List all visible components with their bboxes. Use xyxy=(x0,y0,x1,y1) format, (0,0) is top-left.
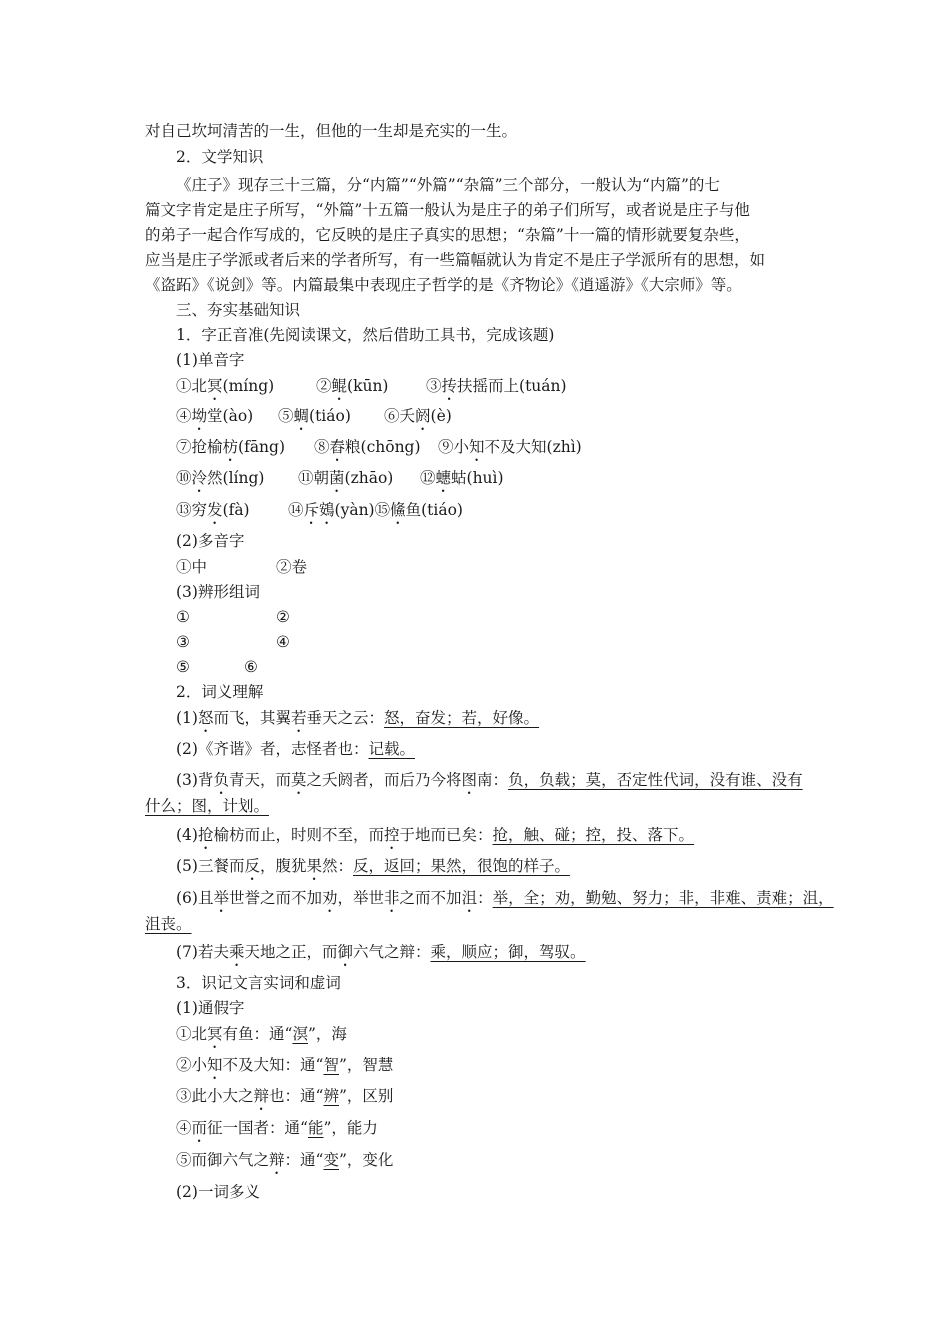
pron-item: ⑬穷发(fà) xyxy=(176,501,250,519)
answer: 智 xyxy=(323,1056,339,1074)
tongjia-item-1: ①北冥有鱼：通“溟”，海 xyxy=(176,1025,347,1043)
answer: 抢，触、碰；控，投、落下。 xyxy=(492,826,695,844)
pron-item: ⑩泠然(líng) xyxy=(176,469,265,487)
lit-line-5: 《盗跖》《说剑》等。内篇最集中表现庄子哲学的是《齐物论》《逍遥游》《大宗师》等。 xyxy=(145,276,742,294)
pron-row-2 xyxy=(176,406,452,434)
shape-item: ① xyxy=(176,608,190,626)
multi-sound-row xyxy=(176,557,307,577)
pron-item: ④坳堂(ào) xyxy=(176,407,254,425)
multi-sound-label: (2)多音字 xyxy=(176,532,245,550)
multi-item: ②卷 xyxy=(276,558,308,576)
pron-item: 鯈鱼(tiáo) xyxy=(390,501,463,519)
pron-row-4 xyxy=(176,468,504,496)
answer: 辨 xyxy=(323,1087,339,1105)
tongjia-label: (1)通假字 xyxy=(176,999,245,1017)
answer: 什么；图，计划。 xyxy=(145,797,270,815)
words-heading: 3．识记文言实词和虚词 xyxy=(176,974,341,992)
single-sound-label: (1)单音字 xyxy=(176,351,245,369)
lit-line-3: 的弟子一起合作写成的，它反映的是庄子真实的思想；“杂篇”十一篇的情形就要复杂些， xyxy=(145,226,750,244)
meaning-item-5: (5)三餐而反，腹犹果然：反，返回；果然，很饱的样子。 xyxy=(176,857,571,875)
pron-row-1 xyxy=(176,376,567,404)
shape-item: ⑤ xyxy=(176,658,190,676)
multi-item: ①中 xyxy=(176,558,208,576)
shape-item: ③ xyxy=(176,633,190,651)
answer: 记载。 xyxy=(368,740,415,758)
answer: 能 xyxy=(307,1119,324,1137)
pron-item: ①北冥(míng) xyxy=(176,377,275,395)
intro-end-line: 对自己坎坷清苦的一生，但他的一生却是充实的一生。 xyxy=(145,122,518,140)
answer: 举，全；劝，勤勉、努力；非，非难、责难；沮， xyxy=(492,889,834,907)
pron-item: ⑪朝菌(zhāo) xyxy=(298,469,394,487)
answer: 沮丧。 xyxy=(145,915,192,933)
pron-row-5 xyxy=(176,500,463,528)
meaning-item-6: (6)且举世誉之而不加劝，举世非之而不加沮：举，全；劝，勤勉、努力；非，非难、责难；沮， xyxy=(176,889,834,907)
lit-line-4: 应当是庄子学派或者后来的学者所写，有一些篇幅就认为肯定不是庄子学派所有的思想，如 xyxy=(145,251,766,269)
shape-row-3 xyxy=(176,657,258,677)
answer: 怒，奋发；若，好像。 xyxy=(384,709,540,727)
lit-line-2: 篇文字肯定是庄子所写，“外篇”十五篇一般认为是庄子的弟子们所写，或者说是庄子与他 xyxy=(145,201,750,219)
pron-row-3 xyxy=(176,437,582,465)
pron-item: ⑧舂粮(chōng) xyxy=(314,438,421,456)
shape-row-1 xyxy=(176,607,290,627)
tongjia-item-2: ②小知不及大知：通“智”，智慧 xyxy=(176,1056,394,1074)
pronunciation-heading: 1．字正音准(先阅读课文，然后借助工具书，完成该题) xyxy=(176,326,555,344)
meaning-item-2: (2)《齐谐》者，志怪者也：记载。 xyxy=(176,740,415,758)
pron-item: ②鲲(kūn) xyxy=(316,377,389,395)
polysemy-label: (2)一词多义 xyxy=(176,1183,260,1201)
pron-item: ⑭斥鴳(yàn)⑮ xyxy=(288,501,391,519)
tongjia-item-5: ⑤而御六气之辩：通“变”，变化 xyxy=(176,1151,394,1169)
meaning-item-7: (7)若夫乘天地之正，而御六气之辩：乘，顺应；御，驾驭。 xyxy=(176,943,586,961)
meaning-item-4: (4)抢榆枋而止，时则不至，而控于地而已矣：抢，触、碰；控，投、落下。 xyxy=(176,826,695,844)
answer: 变 xyxy=(323,1151,339,1169)
lit-line-1: 《庄子》现存三十三篇，分“内篇”“外篇”“杂篇”三个部分，一般认为“内篇”的七 xyxy=(176,176,720,194)
pron-item: ⑫蟪蛄(huì) xyxy=(420,469,504,487)
pron-item: ⑨小知不及大知(zhì) xyxy=(438,438,582,456)
meaning-item-3-cont xyxy=(145,796,269,816)
shape-item: ② xyxy=(276,608,290,626)
tongjia-item-4: ④而征一国者：通“能”，能力 xyxy=(176,1119,378,1137)
meaning-heading: 2．词义理解 xyxy=(176,683,264,701)
shape-item: ④ xyxy=(276,633,290,651)
shape-item: ⑥ xyxy=(244,658,258,676)
meaning-item-1: (1)怒而飞，其翼若垂天之云：怒，奋发；若，好像。 xyxy=(176,709,540,727)
lit-heading: 2．文学知识 xyxy=(176,148,264,166)
answer: 乘，顺应；御，驾驭。 xyxy=(430,943,586,961)
answer: 溟 xyxy=(292,1025,308,1043)
answer: 负，负载；莫，否定性代词，没有谁、没有 xyxy=(508,771,803,789)
shape-words-label: (3)辨形组词 xyxy=(176,583,260,601)
answer: 反，返回；果然，很饱的样子。 xyxy=(353,857,571,875)
tongjia-item-3: ③此小大之辩也：通“辨”，区别 xyxy=(176,1087,394,1105)
meaning-item-6-cont xyxy=(145,914,192,934)
pron-item: ⑥夭阏(è) xyxy=(384,407,452,425)
basics-heading: 三、夯实基础知识 xyxy=(176,301,301,319)
pron-item: ⑤蜩(tiáo) xyxy=(278,407,351,425)
meaning-item-3: (3)背负青天，而莫之夭阏者，而后乃今将图南：负，负载；莫，否定性代词，没有谁、没有 xyxy=(176,771,803,789)
pron-item: ⑦抢榆枋(fāng) xyxy=(176,438,286,456)
pron-item: ③抟扶摇而上(tuán) xyxy=(426,377,567,395)
shape-row-2 xyxy=(176,632,290,652)
